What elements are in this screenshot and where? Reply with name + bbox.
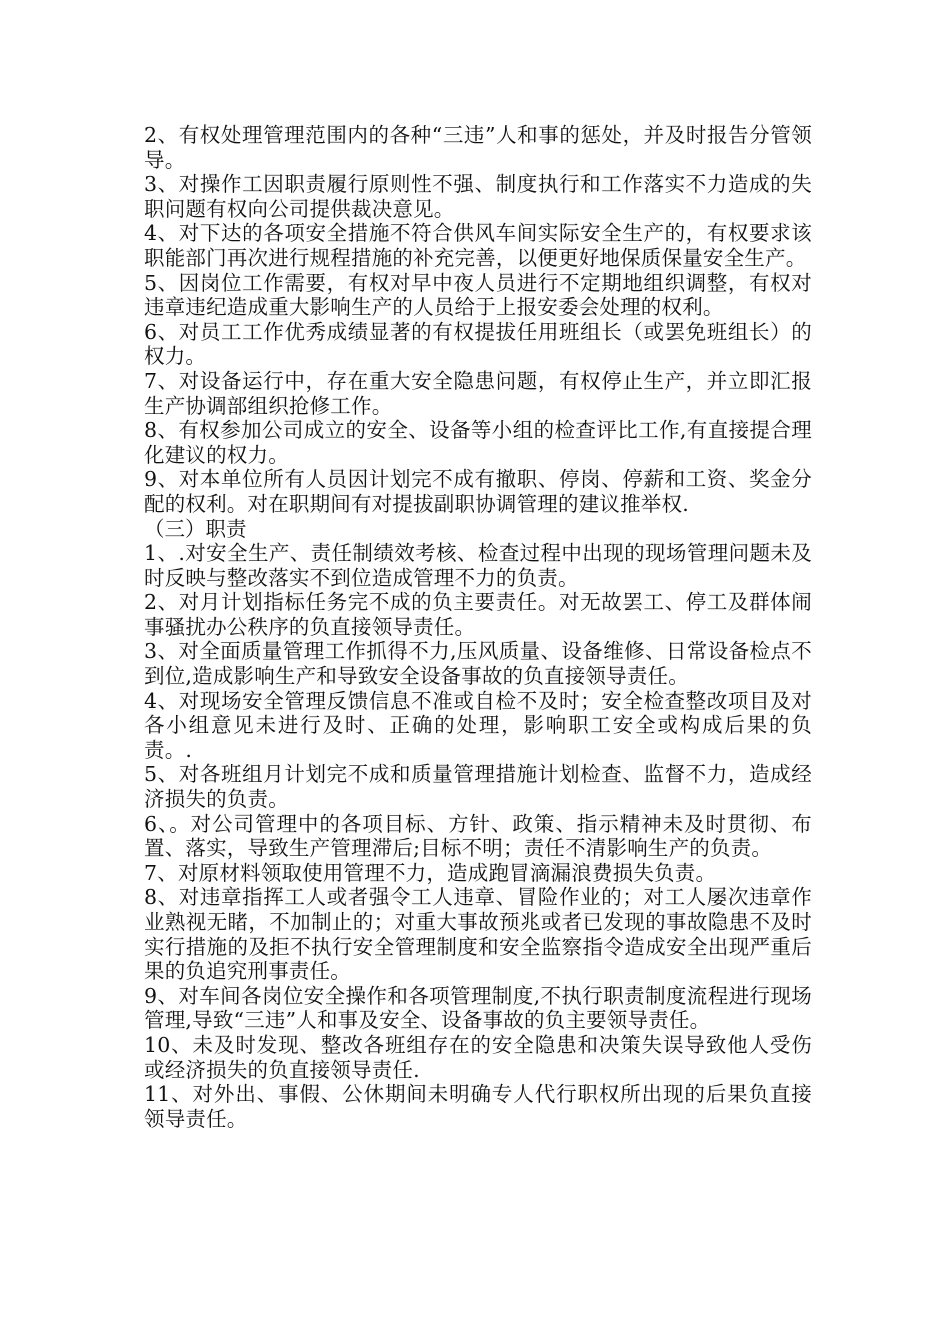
duty-item-8: 8、对违章指挥工人或者强令工人违章、冒险作业的；对工人屡次违章作业熟视无睹，不加制止的；对重大事故预兆或者已发现的事故隐患不及时实行措施的及拒不执行安全管理制度和安全监察指令造成安全出现严重后果的负追究刑事责任。	[144, 885, 812, 984]
duty-item-4: 4、对现场安全管理反馈信息不准或自检不及时；安全检查整改项目及对各小组意见未进行及时、正确的处理，影响职工安全或构成后果的负责。.	[144, 688, 812, 762]
duty-item-11: 11、对外出、事假、公休期间未明确专人代行职权所出现的后果负直接领导责任。	[144, 1082, 812, 1131]
rights-item-8: 8、有权参加公司成立的安全、设备等小组的检查评比工作,有直接提合理化建议的权力。	[144, 418, 812, 467]
duty-item-3: 3、对全面质量管理工作抓得不力,压风质量、设备维修、日常设备检点不到位,造成影响生产和导致安全设备事故的负直接领导责任。	[144, 639, 812, 689]
duty-item-9: 9、对车间各岗位安全操作和各项管理制度,不执行职责制度流程进行现场管理,导致“三违”人和事及安全、设备事故的负主要领导责任。	[144, 983, 812, 1033]
duty-item-1: 1、.对安全生产、责任制绩效考核、检查过程中出现的现场管理问题未及时反映与整改落实不到位造成管理不力的负责。	[144, 541, 812, 590]
section-heading-duties: （三）职责	[144, 516, 247, 541]
duty-item-10: 10、未及时发现、整改各班组存在的安全隐患和决策失误导致他人受伤或经济损失的负直接领导责任.	[144, 1032, 812, 1082]
rights-item-4: 4、对下达的各项安全措施不符合供风车间实际安全生产的，有权要求该职能部门再次进行规程措施的补充完善，以便更好地保质保量安全生产。	[144, 221, 812, 270]
rights-item-7: 7、对设备运行中，存在重大安全隐患问题，有权停止生产，并立即汇报生产协调部组织抢修工作。	[144, 368, 812, 418]
duty-item-2: 2、对月计划指标任务完不成的负主要责任。对无故罢工、停工及群体闹事骚扰办公秩序的负直接领导责任。	[144, 590, 812, 639]
rights-item-5: 5、因岗位工作需要，有权对早中夜人员进行不定期地组织调整，有权对违章违纪造成重大影响生产的人员给于上报安委会处理的权利。	[144, 270, 812, 320]
rights-item-2: 2、有权处理管理范围内的各种“三违”人和事的惩处，并及时报告分管领导。	[144, 123, 812, 172]
rights-item-3: 3、对操作工因职责履行原则性不强、制度执行和工作落实不力造成的失职问题有权向公司提供裁决意见。	[144, 172, 812, 221]
document-page	[144, 123, 812, 1131]
duty-item-7: 7、对原材料领取使用管理不力，造成跑冒滴漏浪费损失负责。	[144, 860, 717, 885]
rights-item-6: 6、对员工工作优秀成绩显著的有权提拔任用班组长（或罢免班组长）的权力。	[144, 319, 812, 369]
rights-item-9: 9、对本单位所有人员因计划完不成有撤职、停岗、停薪和工资、奖金分配的权利。对在职期间有对提拔副职协调管理的建议推举权.	[144, 467, 812, 516]
duty-item-6: 6、。对公司管理中的各项目标、方针、政策、指示精神未及时贯彻、布置、落实，导致生产管理滞后;目标不明；责任不清影响生产的负责。	[144, 811, 812, 861]
duty-item-5: 5、对各班组月计划完不成和质量管理措施计划检查、监督不力，造成经济损失的负责。	[144, 762, 812, 812]
